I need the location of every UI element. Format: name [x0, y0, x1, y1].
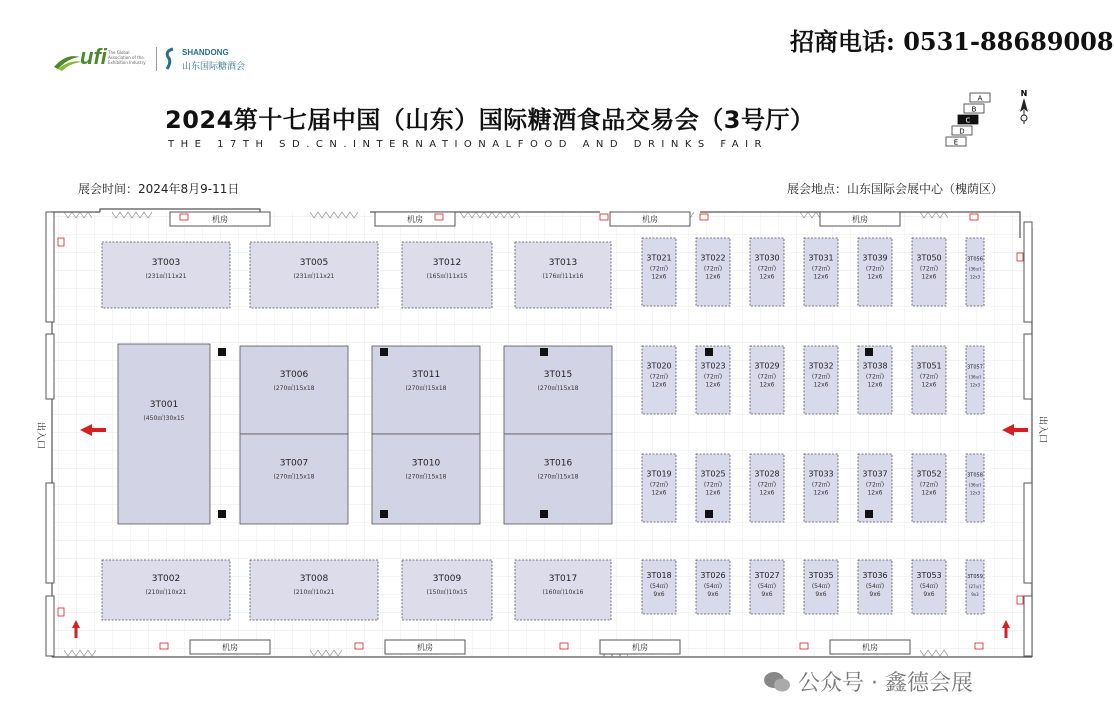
hall-legend-c [958, 115, 978, 125]
booth-3t021 [642, 238, 676, 306]
booth-area: (231㎡)11x21 [145, 273, 187, 281]
booth-id: 3T022 [700, 253, 726, 263]
booth-3t019 [642, 454, 676, 522]
booth-id: 3T031 [808, 253, 834, 263]
shandong-logo-icon [163, 47, 177, 71]
booth-3t057 [966, 346, 984, 414]
booth-3t012 [402, 242, 492, 308]
booth-id: 3T032 [808, 361, 834, 371]
booth-3t038 [858, 346, 892, 414]
booth-3t011 [372, 346, 480, 434]
booth-3t009 [402, 560, 492, 620]
booth-dims: 9x6 [869, 590, 881, 598]
ufi-tagline: The Global Association of the Exhibition Industry [108, 50, 146, 65]
booth-area: (72㎡) [649, 373, 669, 381]
booth-3t013 [515, 242, 611, 308]
machine-room-label: 机房 [642, 215, 658, 224]
booth-area: (36㎡) [968, 482, 982, 488]
booth-area: (72㎡) [865, 265, 885, 273]
booth-id: 3T026 [700, 570, 726, 580]
booth-3t035 [804, 560, 838, 614]
booth-id: 3T005 [299, 258, 329, 269]
booth-3t039 [858, 238, 892, 306]
hall-legend-d [952, 126, 972, 136]
booth-area: (72㎡) [811, 373, 831, 381]
booth-area: (54㎡) [703, 582, 723, 590]
booth-shape [966, 346, 984, 414]
booth-3t016 [504, 434, 612, 524]
hall-legend-e [946, 137, 966, 147]
booth-3t003 [102, 242, 230, 308]
exhibition-time: 展会时间：2024年8月9-11日 [78, 182, 240, 196]
machine-room-label: 机房 [862, 643, 878, 652]
hall-legend-b [964, 104, 984, 114]
booth-area: (72㎡) [865, 373, 885, 381]
hall-legend-label: B [971, 105, 977, 114]
booth-area: (231㎡)11x21 [293, 273, 335, 281]
hall-legend-label: A [977, 94, 983, 103]
booth-area: (72㎡) [649, 481, 669, 489]
booth-3t020 [642, 346, 676, 414]
booth-id: 3T023 [700, 361, 726, 371]
ufi-logo-text: ufi [80, 44, 107, 69]
booth-3t053 [912, 560, 946, 614]
booth-area: (72㎡) [757, 265, 777, 273]
booth-dims: 12x3 [969, 382, 981, 388]
booth-id: 3T017 [548, 574, 578, 584]
booth-id: 3T018 [646, 570, 672, 580]
hall-legend-label: E [953, 138, 959, 147]
booth-area: (270㎡)15x18 [537, 384, 579, 392]
machine-room-label: 机房 [212, 215, 228, 224]
page-subtitle: THE 17TH SD.CN.INTERNATIONALFOOD AND DRINKS FAIR [168, 139, 769, 150]
booth-id: 3T015 [543, 369, 573, 380]
logo-divider [156, 47, 157, 71]
booth-dims: 9x6 [923, 590, 935, 598]
entrance-left-label: 出入口 [35, 422, 45, 450]
booth-area: (270㎡)15x18 [273, 473, 315, 481]
booth-3t018 [642, 560, 676, 614]
booth-id: 3T029 [754, 361, 780, 371]
booth-dims: 12x6 [921, 273, 937, 281]
booth-dims: 9x6 [653, 590, 665, 598]
booth-dims: 9x3 [971, 591, 979, 597]
booth-3t031 [804, 238, 838, 306]
booth-id: 3T030 [754, 253, 780, 263]
north-compass-icon [1012, 88, 1036, 134]
booth-3t030 [750, 238, 784, 306]
booth-area: (54㎡) [865, 582, 885, 590]
booth-dims: 12x6 [651, 489, 667, 497]
booth-dims: 12x6 [651, 273, 667, 281]
booth-id: 3T019 [646, 469, 672, 479]
booth-3t005 [250, 242, 378, 308]
booth-id: 3T038 [862, 361, 888, 371]
booth-id: 3T039 [862, 253, 888, 263]
booth-area: (54㎡) [919, 582, 939, 590]
booth-area: (450㎡)30x15 [143, 415, 185, 422]
booth-area: (270㎡)15x18 [405, 473, 447, 481]
entrance-right-label: 出入口 [1037, 416, 1047, 444]
booth-id: 3T021 [646, 253, 672, 263]
booth-dims: 12x6 [867, 273, 883, 281]
booth-id: 3T006 [279, 369, 309, 380]
booth-id: 3T002 [151, 574, 181, 584]
booth-area: (36㎡) [968, 374, 982, 380]
booth-area: (72㎡) [757, 373, 777, 381]
booth-id: 3T058 [967, 472, 983, 479]
booth-area: (72㎡) [919, 373, 939, 381]
booth-id: 3T009 [432, 574, 462, 584]
booth-3t037 [858, 454, 892, 522]
booth-dims: 9x6 [707, 590, 719, 598]
booth-dims: 12x3 [969, 274, 981, 280]
booth-dims: 12x6 [813, 381, 829, 389]
booth-area: (72㎡) [811, 481, 831, 489]
booth-area: (210㎡)10x21 [145, 589, 187, 596]
booth-id: 3T003 [151, 258, 181, 269]
booth-id: 3T013 [548, 258, 578, 269]
booth-3t010 [372, 434, 480, 524]
booth-dims: 12x6 [813, 273, 829, 281]
booth-3t029 [750, 346, 784, 414]
booth-id: 3T053 [916, 570, 942, 580]
shandong-logo-en: SHANDONG [182, 48, 229, 57]
booth-dims: 12x3 [969, 490, 981, 496]
booth-id: 3T035 [808, 570, 834, 580]
booth-3t051 [912, 346, 946, 414]
booth-area: (165㎡)11x15 [426, 273, 468, 281]
booth-3t032 [804, 346, 838, 414]
booth-3t023 [696, 346, 730, 414]
booth-3t017 [515, 560, 611, 620]
booth-dims: 12x6 [759, 273, 775, 281]
booth-id: 3T056 [967, 256, 983, 263]
booth-shape [966, 238, 984, 306]
compass-label: N [1020, 89, 1028, 98]
booth-area: (54㎡) [757, 582, 777, 590]
machine-room-label: 机房 [417, 643, 433, 652]
booth-id: 3T057 [967, 364, 983, 371]
booth-id: 3T028 [754, 469, 780, 479]
booth-area: (270㎡)15x18 [405, 384, 447, 392]
booth-id: 3T012 [432, 258, 462, 269]
booth-area: (72㎡) [757, 481, 777, 489]
booth-3t033 [804, 454, 838, 522]
hotline-text: 招商电话: 0531-88689008 [790, 27, 1114, 56]
booth-area: (72㎡) [703, 265, 723, 273]
booth-id: 3T007 [279, 458, 309, 469]
booth-3t050 [912, 238, 946, 306]
booth-dims: 12x6 [921, 489, 937, 497]
exhibition-venue: 展会地点：山东国际会展中心（槐荫区） [787, 182, 1004, 196]
page-title: 2024第十七届中国（山东）国际糖酒食品交易会（3号厅） [165, 106, 815, 134]
booth-3t007 [240, 434, 348, 524]
booth-area: (36㎡) [968, 266, 982, 272]
hall-legend-a [970, 93, 990, 103]
booth-dims: 12x6 [813, 489, 829, 497]
booth-id: 3T016 [543, 458, 573, 469]
booth-dims: 12x6 [705, 273, 721, 281]
booth-3t026 [696, 560, 730, 614]
booth-id: 3T037 [862, 469, 888, 479]
booth-area: (72㎡) [919, 265, 939, 273]
booth-id: 3T001 [149, 400, 179, 410]
booth-3t001 [118, 344, 210, 524]
booth-area: (54㎡) [649, 582, 669, 590]
booth-dims: 9x6 [815, 590, 827, 598]
booth-3t002 [102, 560, 230, 620]
booth-area: (176㎡)11x16 [542, 273, 584, 281]
booth-dims: 12x6 [651, 381, 667, 389]
booth-area: (72㎡) [703, 373, 723, 381]
booth-area: (72㎡) [865, 481, 885, 489]
booth-dims: 12x6 [705, 381, 721, 389]
booth-dims: 12x6 [759, 381, 775, 389]
hall-legend-label: C [965, 116, 971, 125]
hall-legend-label: D [959, 127, 965, 136]
booth-id: 3T059 [967, 573, 983, 580]
machine-room-label: 机房 [222, 643, 238, 652]
booth-3t015 [504, 346, 612, 434]
booth-shape [966, 454, 984, 522]
booth-id: 3T010 [411, 458, 441, 469]
booth-id: 3T027 [754, 570, 780, 580]
booth-3t006 [240, 346, 348, 434]
shandong-logo-cn: 山东国际糖酒会 [182, 62, 246, 72]
booth-area: (160㎡)10x16 [542, 589, 584, 596]
booth-dims: 12x6 [759, 489, 775, 497]
wechat-icon [762, 669, 792, 695]
booth-3t027 [750, 560, 784, 614]
booth-3t028 [750, 454, 784, 522]
booth-3t056 [966, 238, 984, 306]
booth-dims: 9x6 [761, 590, 773, 598]
booth-id: 3T008 [299, 574, 329, 584]
booth-id: 3T025 [700, 469, 726, 479]
booth-shape [118, 344, 210, 524]
floor-plan [35, 198, 1047, 663]
booth-id: 3T011 [411, 369, 441, 380]
booth-dims: 12x6 [705, 489, 721, 497]
machine-room-label: 机房 [632, 643, 648, 652]
booth-id: 3T033 [808, 469, 834, 479]
booth-area: (150㎡)10x15 [426, 589, 468, 596]
booth-area: (72㎡) [919, 481, 939, 489]
booth-id: 3T020 [646, 361, 672, 371]
booth-dims: 12x6 [867, 489, 883, 497]
booth-area: (270㎡)15x18 [273, 384, 315, 392]
booth-3t058 [966, 454, 984, 522]
booth-area: (27㎡) [968, 583, 982, 589]
booth-area: (72㎡) [703, 481, 723, 489]
booth-3t022 [696, 238, 730, 306]
booth-id: 3T051 [916, 361, 942, 371]
booth-area: (54㎡) [811, 582, 831, 590]
booth-3t052 [912, 454, 946, 522]
hall-legend [944, 92, 994, 150]
booth-dims: 12x6 [921, 381, 937, 389]
booth-3t036 [858, 560, 892, 614]
booth-area: (72㎡) [811, 265, 831, 273]
booth-id: 3T052 [916, 469, 942, 479]
booth-area: (270㎡)15x18 [537, 473, 579, 481]
machine-room-label: 机房 [852, 215, 868, 224]
booth-dims: 12x6 [867, 381, 883, 389]
booth-area: (210㎡)10x21 [293, 589, 335, 596]
booth-3t008 [250, 560, 378, 620]
watermark-text: 公众号 · 鑫德会展 [798, 671, 973, 696]
booth-3t059 [966, 560, 984, 614]
machine-room-label: 机房 [407, 215, 423, 224]
booth-id: 3T050 [916, 253, 942, 263]
booth-id: 3T036 [862, 570, 888, 580]
booth-area: (72㎡) [649, 265, 669, 273]
